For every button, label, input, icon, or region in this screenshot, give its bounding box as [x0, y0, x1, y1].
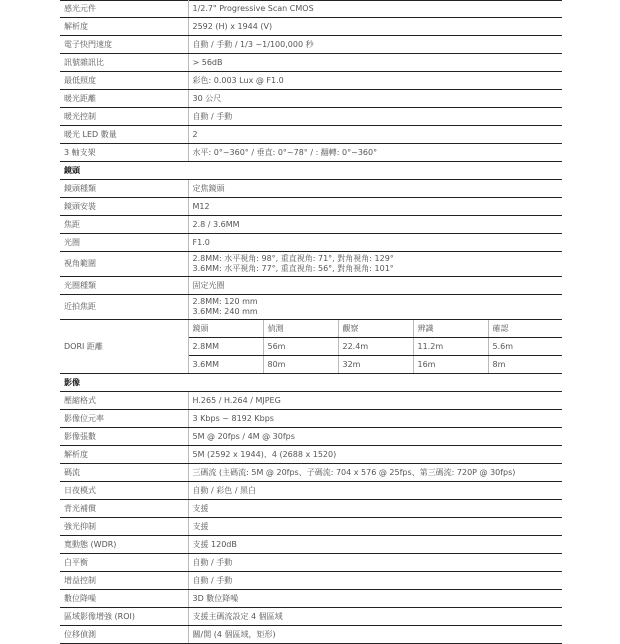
- dori-cell: 22.4m: [338, 338, 413, 356]
- dori-header-cell: 鏡頭: [188, 320, 263, 338]
- row-value: 支援: [188, 500, 562, 518]
- table-row: [60, 198, 562, 216]
- row-value: 5M @ 20fps / 4M @ 30fps: [188, 428, 562, 446]
- row-label: 背光補償: [60, 500, 188, 518]
- row-label: 最低照度: [60, 72, 188, 90]
- row-value: 2592 (H) x 1944 (V): [188, 18, 562, 36]
- table-row: [60, 536, 562, 554]
- dori-header-cell: 觀察: [338, 320, 413, 338]
- row-label: 暖光控制: [60, 108, 188, 126]
- dori-header-cell: 確認: [488, 320, 562, 338]
- row-value: 彩色: 0.003 Lux @ F1.0: [188, 72, 562, 90]
- dori-header-cell: 辨識: [413, 320, 488, 338]
- table-row: [60, 216, 562, 234]
- table-row: [60, 0, 562, 18]
- table-row: [60, 554, 562, 572]
- table-row: [60, 144, 562, 162]
- spec-sheet: [60, 0, 562, 644]
- table-row: [60, 572, 562, 590]
- row-value: H.265 / H.264 / MJPEG: [188, 392, 562, 410]
- row-value: 3D 數位降噪: [188, 590, 562, 608]
- row-value: 自動 / 手動: [188, 554, 562, 572]
- focus-3-6: 3.6MM: 240 mm: [192, 307, 258, 316]
- row-label: 日夜模式: [60, 482, 188, 500]
- dori-cell: 8m: [488, 356, 562, 374]
- row-value: 自動 / 手動 / 1/3 ~1/100,000 秒: [188, 36, 562, 54]
- table-row: [60, 108, 562, 126]
- table-row: [60, 90, 562, 108]
- row-label: 近拍焦距: [60, 295, 188, 320]
- row-value: 1/2.7" Progressive Scan CMOS: [188, 0, 562, 18]
- row-value: 關/開 (4 個區域，矩形): [188, 626, 562, 644]
- row-value: F1.0: [188, 234, 562, 252]
- row-label: 影像張數: [60, 428, 188, 446]
- view-angle-3-6: 3.6MM: 水平視角: 77°, 重直視角: 56°, 對角視角: 101°: [192, 264, 394, 273]
- dori-cell: 16m: [413, 356, 488, 374]
- row-label: 光圈: [60, 234, 188, 252]
- dori-header-row: [60, 320, 562, 338]
- table-row: [60, 72, 562, 90]
- table-row: [60, 410, 562, 428]
- row-label: 訊號雜訊比: [60, 54, 188, 72]
- dori-cell: 80m: [263, 356, 338, 374]
- row-label: 視角範圍: [60, 252, 188, 277]
- row-label: 數位降噪: [60, 590, 188, 608]
- row-label: 鏡頭安裝: [60, 198, 188, 216]
- table-row: [60, 234, 562, 252]
- section-title: 影像: [60, 374, 562, 392]
- table-row: [60, 277, 562, 295]
- section-header-image: [60, 374, 562, 392]
- table-row: [60, 464, 562, 482]
- row-value: M12: [188, 198, 562, 216]
- row-value-multiline: [188, 295, 562, 320]
- row-label: 強光抑制: [60, 518, 188, 536]
- table-row: [60, 590, 562, 608]
- dori-header-cell: 偵測: [263, 320, 338, 338]
- row-label: 壓縮格式: [60, 392, 188, 410]
- table-row: [60, 180, 562, 198]
- row-label: 解析度: [60, 18, 188, 36]
- row-label: 增益控制: [60, 572, 188, 590]
- table-row: [60, 518, 562, 536]
- table-row: [60, 18, 562, 36]
- table-row: [60, 295, 562, 320]
- row-label: 鏡頭種類: [60, 180, 188, 198]
- dori-label: DORI 距離: [60, 320, 188, 374]
- row-label: 感光元件: [60, 0, 188, 18]
- row-value: 支援 120dB: [188, 536, 562, 554]
- row-value: 支援: [188, 518, 562, 536]
- row-label: 碼流: [60, 464, 188, 482]
- row-label: 解析度: [60, 446, 188, 464]
- row-value: 三碼流 (主碼流: 5M @ 20fps、子碼流: 704 x 576 @ 25fps、第三碼流: 720P @ 30fps): [188, 464, 562, 482]
- spec-table: [60, 0, 562, 644]
- row-label: 白平衡: [60, 554, 188, 572]
- row-value: 定焦鏡頭: [188, 180, 562, 198]
- row-label: 區域影像增強 (ROI): [60, 608, 188, 626]
- table-row: [60, 446, 562, 464]
- row-label: 暖光距離: [60, 90, 188, 108]
- row-value: 支援主碼流設定 4 個區域: [188, 608, 562, 626]
- table-row: [60, 252, 562, 277]
- row-label: 暖光 LED 數量: [60, 126, 188, 144]
- focus-2-8: 2.8MM: 120 mm: [192, 297, 258, 306]
- row-value: 水平: 0°~360° / 垂直: 0°~78° / : 翻轉: 0°~360°: [188, 144, 562, 162]
- table-row: [60, 392, 562, 410]
- dori-cell: 11.2m: [413, 338, 488, 356]
- row-label: 寬動態 (WDR): [60, 536, 188, 554]
- row-label: 焦距: [60, 216, 188, 234]
- row-value: 2.8 / 3.6MM: [188, 216, 562, 234]
- dori-cell: 5.6m: [488, 338, 562, 356]
- table-row: [60, 54, 562, 72]
- dori-cell: 32m: [338, 356, 413, 374]
- row-label: 位移偵測: [60, 626, 188, 644]
- row-value: 固定光圈: [188, 277, 562, 295]
- table-row: [60, 428, 562, 446]
- table-row: [60, 608, 562, 626]
- row-value: 2: [188, 126, 562, 144]
- row-label: 影像位元率: [60, 410, 188, 428]
- view-angle-2-8: 2.8MM: 水平視角: 98°, 重直視角: 71°, 對角視角: 129°: [192, 254, 394, 263]
- dori-cell: 2.8MM: [188, 338, 263, 356]
- row-value: 自動 / 手動: [188, 572, 562, 590]
- table-row: [60, 36, 562, 54]
- row-value: > 56dB: [188, 54, 562, 72]
- dori-cell: 3.6MM: [188, 356, 263, 374]
- row-value: 自動 / 彩色 / 黑白: [188, 482, 562, 500]
- dori-cell: 56m: [263, 338, 338, 356]
- table-row: [60, 482, 562, 500]
- table-row: [60, 626, 562, 644]
- table-row: [60, 126, 562, 144]
- section-header-lens: [60, 162, 562, 180]
- row-label: 電子快門速度: [60, 36, 188, 54]
- row-value: 3 Kbps ~ 8192 Kbps: [188, 410, 562, 428]
- row-value: 30 公尺: [188, 90, 562, 108]
- table-row: [60, 500, 562, 518]
- row-label: 3 軸支架: [60, 144, 188, 162]
- row-value: 5M (2592 x 1944)、4 (2688 x 1520): [188, 446, 562, 464]
- row-value: 自動 / 手動: [188, 108, 562, 126]
- section-title: 鏡頭: [60, 162, 562, 180]
- row-label: 光圈種類: [60, 277, 188, 295]
- row-value-multiline: [188, 252, 562, 277]
